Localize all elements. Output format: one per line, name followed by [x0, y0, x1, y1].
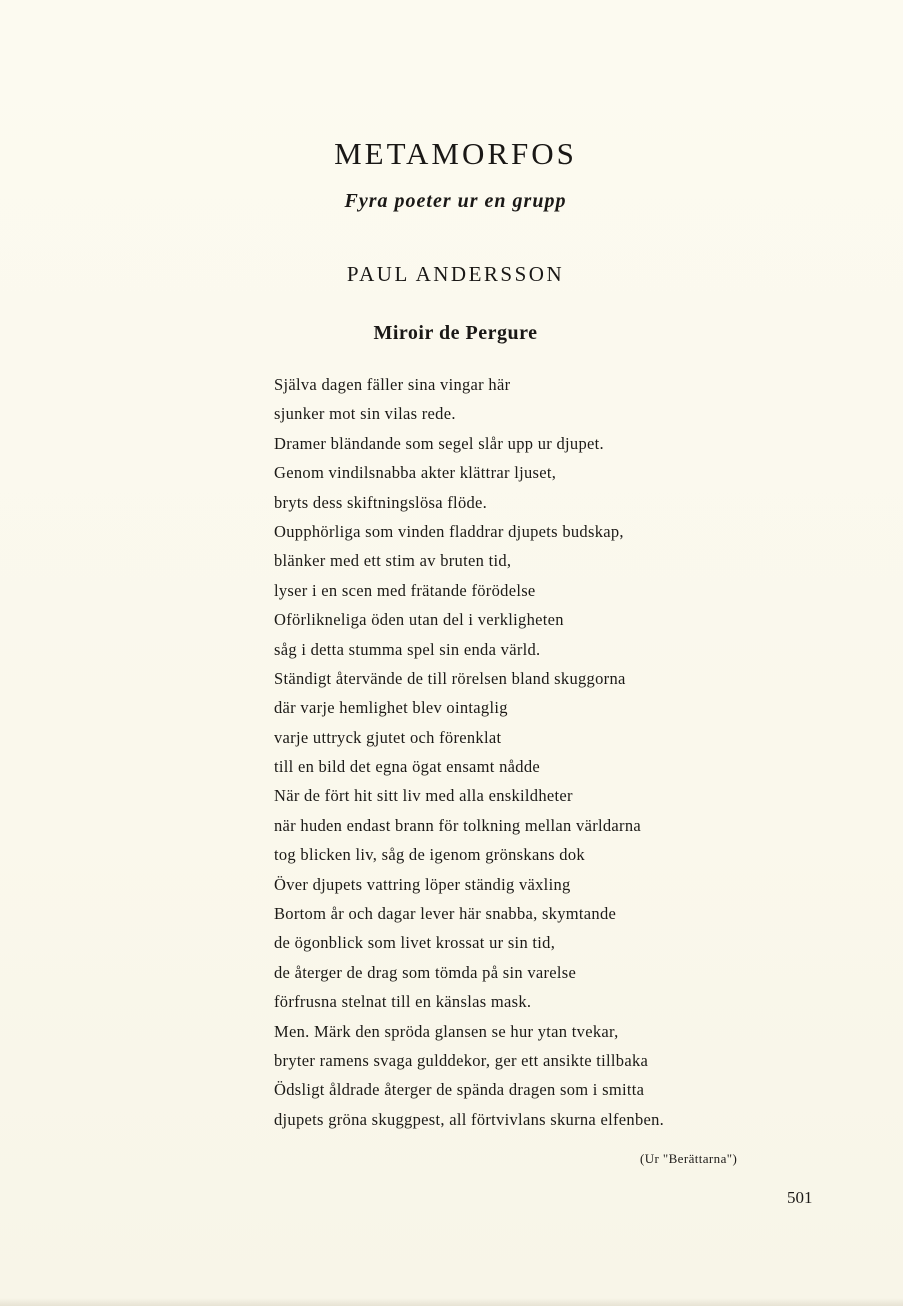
- poem-line: till en bild det egna ögat ensamt nådde: [274, 757, 540, 777]
- poem-line: bryts dess skiftningslösa flöde.: [274, 492, 488, 512]
- poem-line: varje uttryck gjutet och förenklat: [274, 727, 502, 747]
- page-number: 501: [787, 1188, 813, 1207]
- poem-body: [274, 370, 774, 1134]
- poem-line: de ögonblick som livet krossat ur sin tid,: [274, 933, 556, 953]
- poem-line: Över djupets vattring löper ständig växling: [274, 874, 571, 894]
- poem-line: Dramer bländande som segel slår upp ur djupet.: [274, 433, 604, 453]
- poem-line: tog blicken liv, såg de igenom grönskans dok: [274, 845, 585, 865]
- poem-line: djupets gröna skuggpest, all förtvivlans skurna elfenben.: [274, 1109, 665, 1129]
- poem-line: När de fört hit sitt liv med alla enskildheter: [274, 786, 573, 806]
- page-edge-shadow: [0, 1298, 903, 1306]
- page-title: METAMORFOS: [334, 136, 577, 171]
- poem-line: förfrusna stelnat till en känslas mask.: [274, 992, 532, 1012]
- author-name: PAUL ANDERSSON: [346, 262, 565, 286]
- poem-line: blänker med ett stim av bruten tid,: [274, 551, 512, 571]
- poem-line: såg i detta stumma spel sin enda värld.: [274, 639, 541, 659]
- poem-line: de återger de drag som tömda på sin varelse: [274, 962, 577, 982]
- poem-line: Ödsligt åldrade återger de spända dragen som i smitta: [274, 1080, 645, 1100]
- page-subtitle: Fyra poeter ur en grupp: [344, 190, 567, 212]
- poem-line: lyser i en scen med frätande förödelse: [274, 580, 536, 600]
- poem-line: Men. Märk den spröda glansen se hur ytan tvekar,: [274, 1021, 619, 1041]
- poem-line: där varje hemlighet blev ointaglig: [274, 698, 508, 718]
- poem-line: Bortom år och dagar lever här snabba, skymtande: [274, 904, 617, 924]
- poem-line: sjunker mot sin vilas rede.: [274, 404, 456, 424]
- poem-line: när huden endast brann för tolkning mellan världarna: [274, 815, 642, 835]
- poem-line: Genom vindilsnabba akter klättrar ljuset,: [274, 463, 557, 483]
- poem-source: (Ur "Berättarna"): [640, 1151, 738, 1166]
- poem-line: bryter ramens svaga gulddekor, ger ett ansikte tillbaka: [274, 1050, 649, 1070]
- poem-line: Ständigt återvände de till rörelsen bland skuggorna: [274, 668, 626, 688]
- poem-line: Själva dagen fäller sina vingar här: [274, 375, 511, 394]
- poem-title: Miroir de Pergure: [373, 322, 538, 344]
- poem-line: Oförlikneliga öden utan del i verkligheten: [274, 610, 564, 630]
- poem-line: Oupphörliga som vinden fladdrar djupets budskap,: [274, 521, 624, 541]
